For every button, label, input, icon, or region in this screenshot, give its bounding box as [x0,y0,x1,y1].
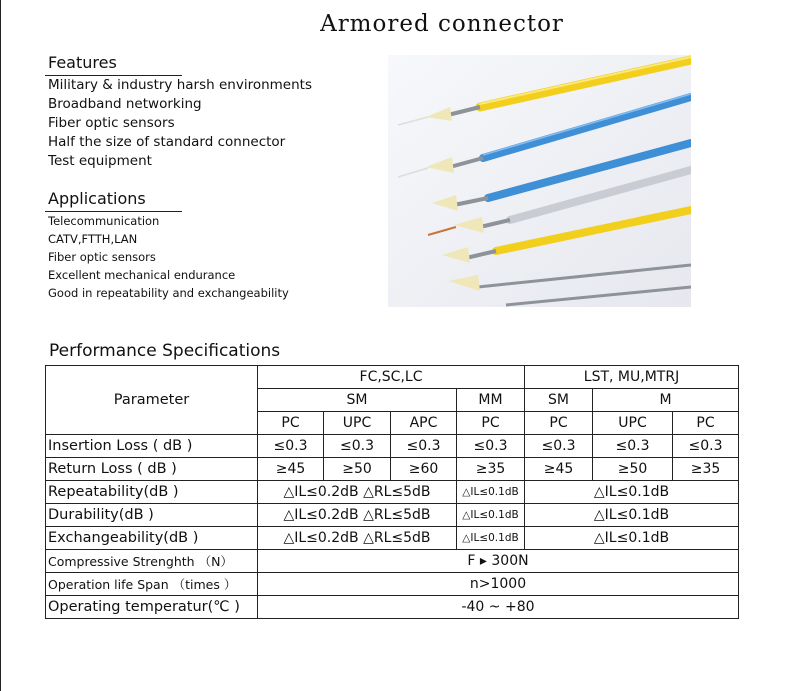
table-row [46,504,739,527]
table-cell: ≤0.3 [391,435,457,458]
polish-pc: PC [673,412,739,435]
subheader-m: M [593,389,739,412]
subheader-sm: SM [525,389,593,412]
list-item: Good in repeatability and exchangeability [48,286,289,300]
page-title: Armored connector [320,11,564,37]
table-cell: ≥35 [673,458,739,481]
list-item: Military & industry harsh environments [48,77,312,93]
polish-pc: PC [525,412,593,435]
table-cell: ≥35 [457,458,525,481]
list-item: Fiber optic sensors [48,250,156,264]
table-cell: ≥50 [593,458,673,481]
product-photo [388,55,691,307]
applications-heading: Applications [48,189,146,208]
table-cell: △IL≤0.1dB [457,527,525,550]
table-cell: ≤0.3 [673,435,739,458]
group-header-fc-sc-lc: FC,SC,LC [258,366,525,389]
table-cell: -40 ~ +80 [258,596,739,619]
applications-list [48,212,289,302]
table-row [46,596,739,619]
table-cell: △IL≤0.2dB △RL≤5dB [258,527,457,550]
table-cell: ≥45 [258,458,324,481]
features-heading: Features [48,53,117,72]
polish-upc: UPC [324,412,391,435]
fiber-cables-illustration [388,55,691,307]
specs-table [45,365,739,619]
features-list [48,76,312,171]
row-label-compressive-strength: Compressive Strenghth （N） [46,550,258,573]
table-cell: ≥60 [391,458,457,481]
polish-pc: PC [457,412,525,435]
table-row [46,550,739,573]
performance-heading: Performance Specifications [49,341,281,361]
table-row [46,458,739,481]
table-cell: △IL≤0.1dB [457,504,525,527]
table-cell: △IL≤0.1dB [525,504,739,527]
table-cell: △IL≤0.1dB [457,481,525,504]
parameter-header: Parameter [46,366,258,435]
table-cell: △IL≤0.2dB △RL≤5dB [258,481,457,504]
row-label-insertion-loss: Insertion Loss ( dB ) [46,435,258,458]
list-item: Fiber optic sensors [48,115,175,131]
list-item: CATV,FTTH,LAN [48,232,138,246]
list-item: Excellent mechanical endurance [48,268,236,282]
table-cell: F ▸ 300N [258,550,739,573]
list-item: Test equipment [48,153,152,169]
table-cell: △IL≤0.1dB [525,527,739,550]
table-cell: ≤0.3 [324,435,391,458]
row-label-return-loss: Return Loss ( dB ) [46,458,258,481]
table-row [46,527,739,550]
table-cell: ≥45 [525,458,593,481]
row-label-durability: Durability(dB ) [46,504,258,527]
table-row [46,435,739,458]
page-left-border [0,0,1,691]
table-row [46,573,739,596]
table-row [46,366,739,389]
table-cell: △IL≤0.1dB [525,481,739,504]
group-header-lst-mu-mtrj: LST, MU,MTRJ [525,366,739,389]
list-item: Half the size of standard connector [48,134,286,150]
row-label-repeatability: Repeatability(dB ) [46,481,258,504]
polish-upc: UPC [593,412,673,435]
row-label-exchangeability: Exchangeability(dB ) [46,527,258,550]
table-cell: ≤0.3 [525,435,593,458]
row-label-operating-temperature: Operating temperatur(℃ ) [46,596,258,619]
table-row [46,481,739,504]
table-cell: △IL≤0.2dB △RL≤5dB [258,504,457,527]
polish-pc: PC [258,412,324,435]
table-cell: ≤0.3 [457,435,525,458]
subheader-mm: MM [457,389,525,412]
list-item: Telecommunication [48,214,160,228]
polish-apc: APC [391,412,457,435]
table-cell: ≥50 [324,458,391,481]
table-cell: ≤0.3 [258,435,324,458]
table-cell: n>1000 [258,573,739,596]
row-label-operation-life: Operation life Span （times ） [46,573,258,596]
list-item: Broadband networking [48,96,202,112]
table-cell: ≤0.3 [593,435,673,458]
subheader-sm: SM [258,389,457,412]
